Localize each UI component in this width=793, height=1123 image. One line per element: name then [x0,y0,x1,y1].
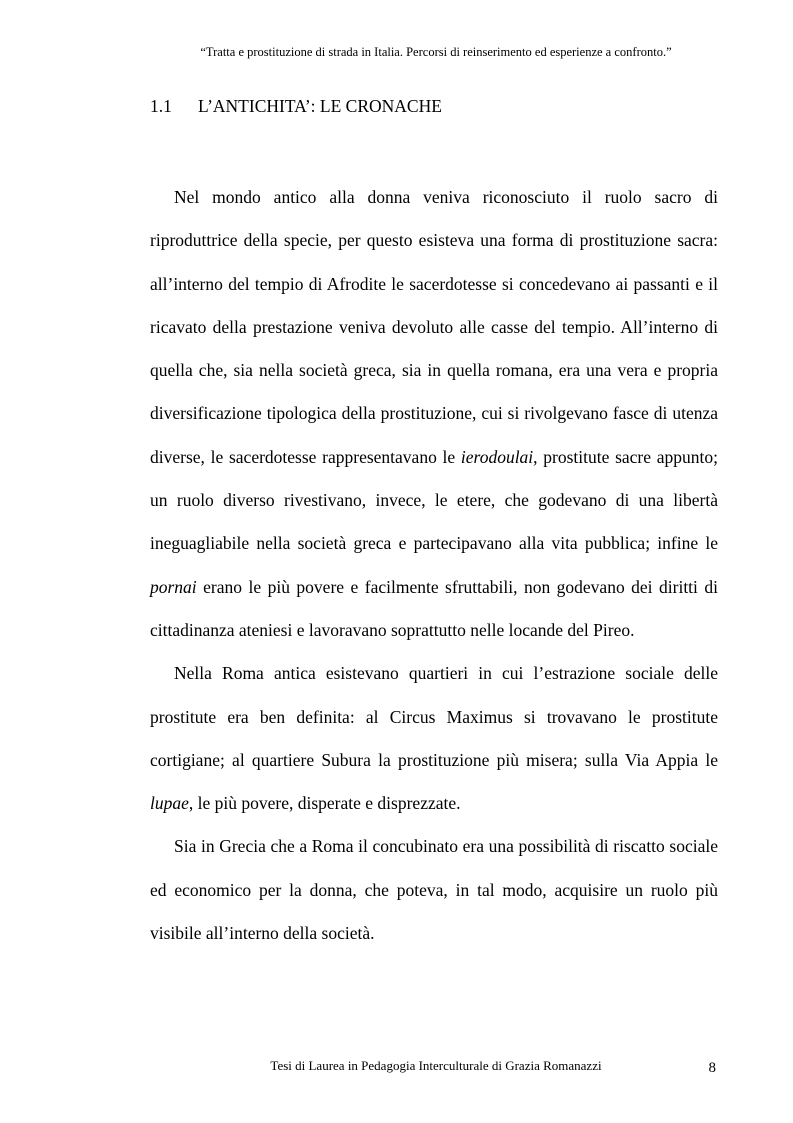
page-number: 8 [708,1060,716,1076]
term-ierodoulai: ierodoulai [460,446,534,467]
paragraph-1-part-c: erano le più povere e facilmente sfruttabili, non godevano dei diritti di cittadinanza ateniesi e lavoravano soprattutto nelle locande del Pireo. [150,576,718,640]
section-heading [150,96,442,117]
paragraph-1 [150,176,718,652]
term-lupae: lupae [150,793,189,814]
paragraph-2 [150,652,718,825]
section-title: L’ANTICHITA’: LE CRONACHE [198,96,442,116]
paragraph-2-part-b: , le più povere, disperate e disprezzate. [188,793,461,814]
paragraph-2-part-a: Nella Roma antica esistevano quartieri in cui l’estrazione sociale delle prostitute era ben definita: al Circus Maximus si trovavano le prostitute cortigiane; al quartiere Subura la prostituzione più misera; sulla Via Appia le [150,663,718,770]
section-number: 1.1 [150,96,172,116]
term-pornai: pornai [150,576,197,597]
paragraph-1-part-b: , prostitute sacre appunto; un ruolo diverso rivestivano, invece, le etere, che godevano di una libertà ineguagliabile nella società greca e partecipavano alla vita pubblica; infine le [150,446,718,554]
body-text [150,176,718,955]
paragraph-1-part-a: Nel mondo antico alla donna veniva riconosciuto il ruolo sacro di riproduttrice della specie, per questo esisteva una forma di prostituzione sacra: all’interno del tempio di Afrodite le sacerdotesse si concedevano ai passanti e il ricavato della prestazione veniva devoluto alle casse del tempio. All’interno di quella che, sia nella società greca, sia in quella romana, era una vera e propria diversificazione tipologica della prostituzione, cui si rivolgevano fasce di utenza diverse, le sacerdotesse rappresentavano le [150,187,718,467]
footer-text: Tesi di Laurea in Pedagogia Interculturale di Grazia Romanazzi [270,1058,602,1073]
running-header: “Tratta e prostituzione di strada in Italia. Percorsi di reinserimento ed esperienze a confronto.” [200,45,672,59]
paragraph-3: Sia in Grecia che a Roma il concubinato era una possibilità di riscatto sociale ed economico per la donna, che poteva, in tal modo, acquisire un ruolo più visibile all’interno della società. [150,836,718,944]
